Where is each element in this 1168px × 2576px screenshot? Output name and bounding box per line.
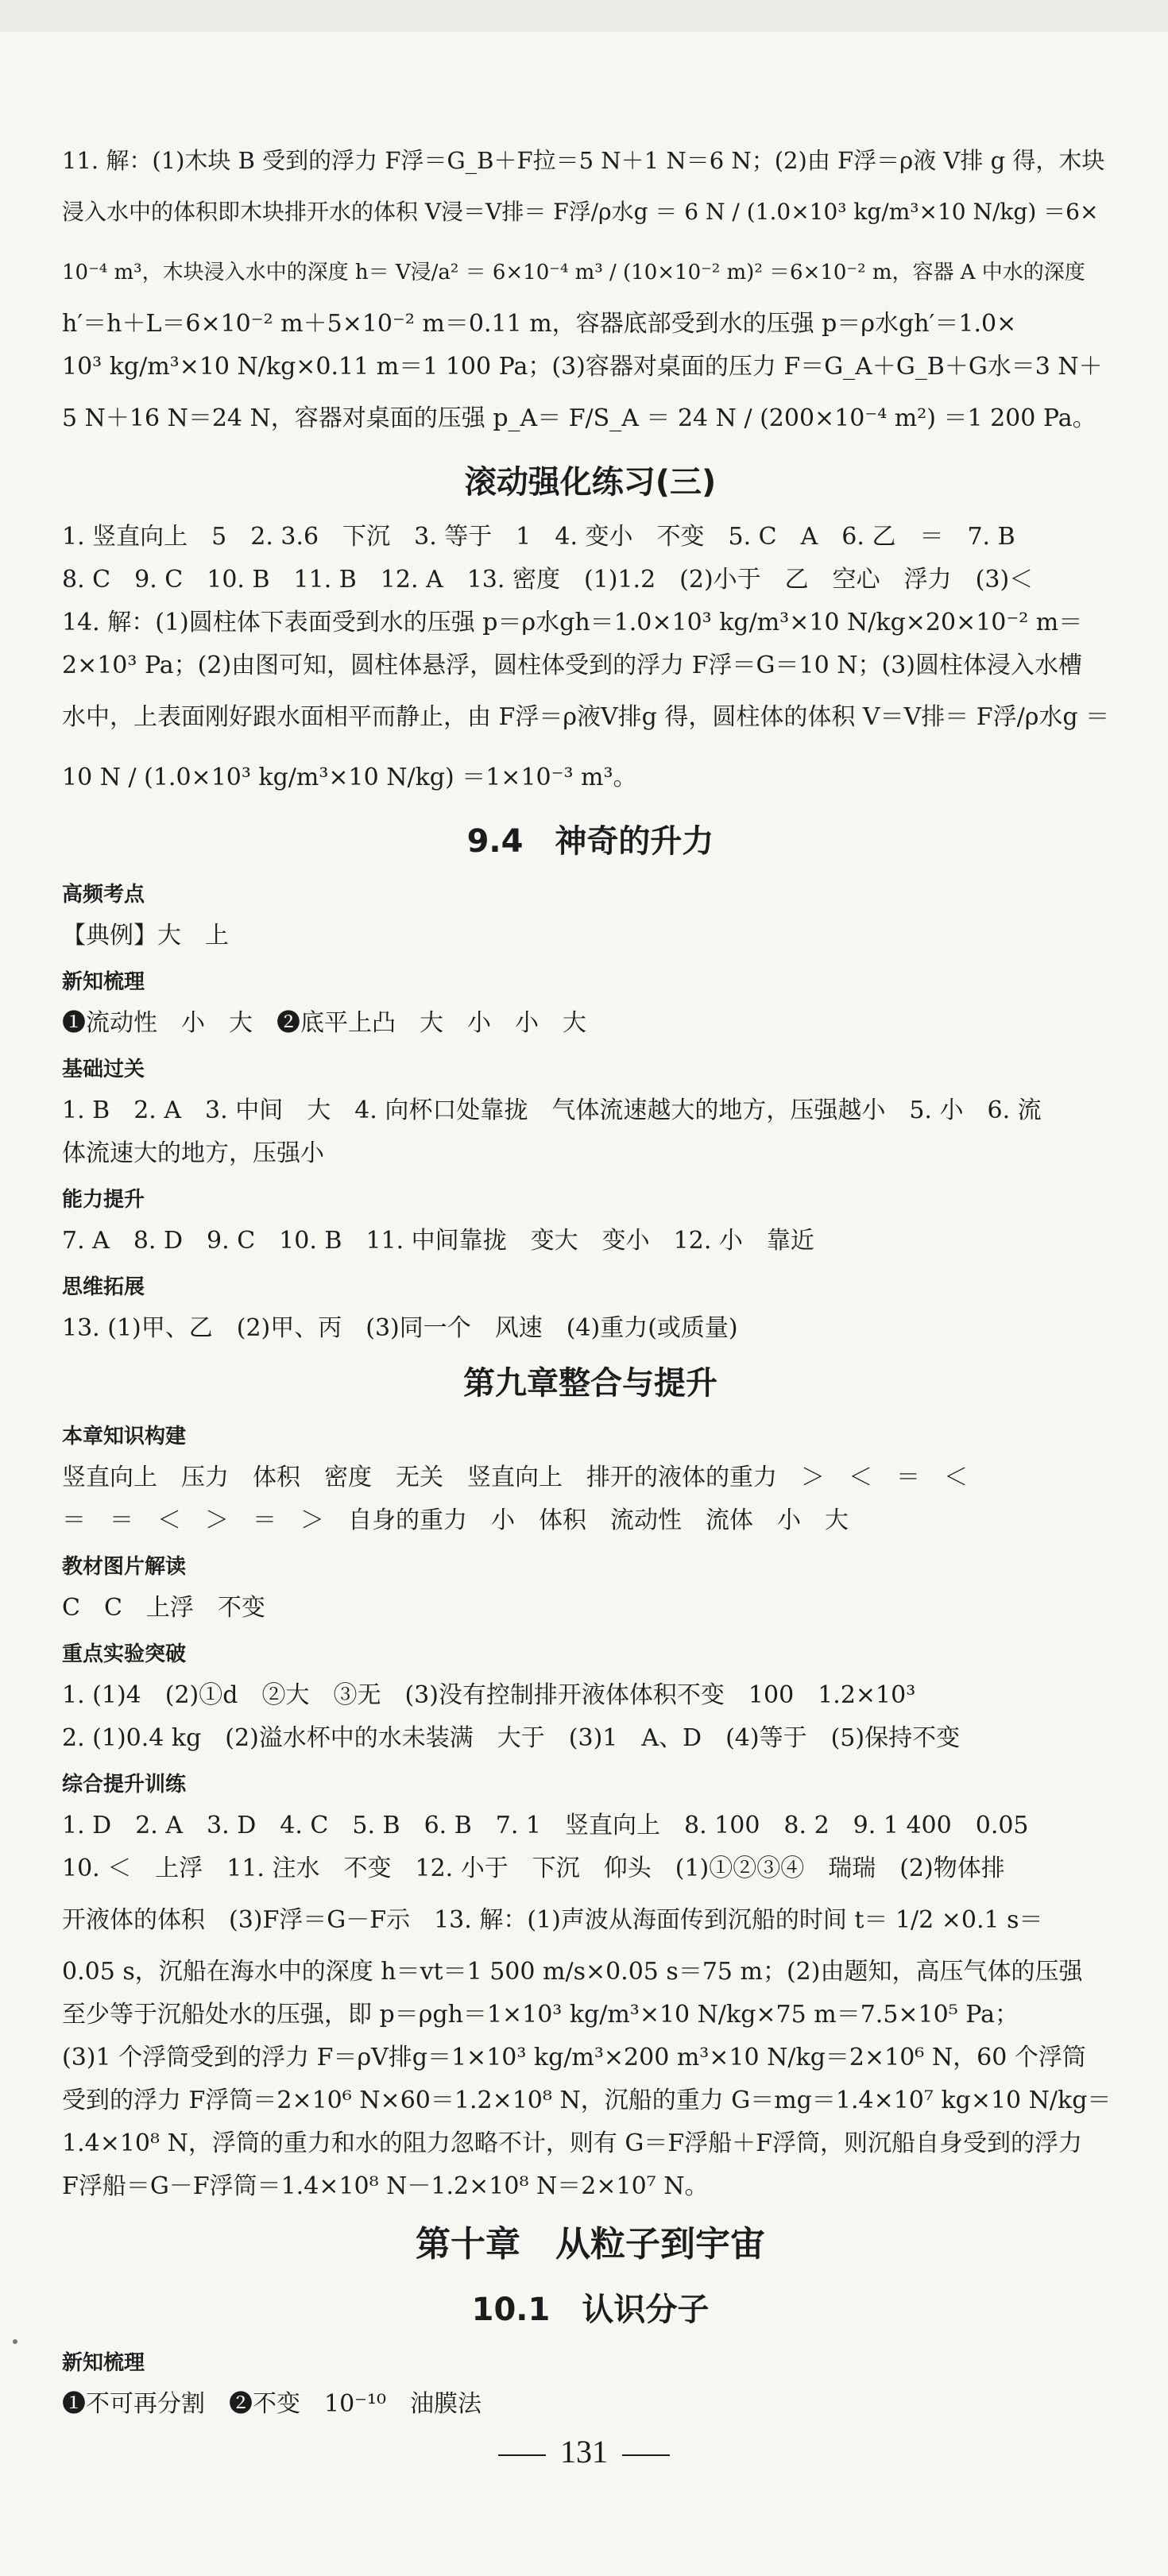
text-line: 体流速大的地方，压强小	[62, 1139, 324, 1167]
text-line: 10³ kg/m³×10 N/kg×0.11 m＝1 100 Pa；(3)容器对桌面的压力 F＝G_A＋G_B＋G水＝3 N＋	[62, 353, 1103, 381]
chapter-title: 第十章 从粒子到宇宙	[416, 2224, 765, 2265]
text-line: 竖直向上 压力 体积 密度 无关 竖直向上 排开的液体的重力 ＞ ＜ ＝ ＜	[62, 1464, 968, 1491]
text-line: 0.05 s，沉船在海水中的深度 h＝vt＝1 500 m/s×0.05 s＝75 m；(2)由题知，高压气体的压强	[62, 1958, 1083, 1986]
text-line: 10 N / (1.0×10³ kg/m³×10 N/kg) ＝1×10⁻³ m³。	[62, 764, 637, 791]
text-line: 受到的浮力 F浮筒＝2×10⁶ N×60＝1.2×10⁸ N，沉船的重力 G＝mg＝1.4×10⁷ kg×10 N/kg＝	[62, 2087, 1112, 2114]
page-number-dash	[498, 2454, 546, 2456]
text-line: 浸入水中的体积即木块排开水的体积 V浸＝V排＝ F浮/ρ水g ＝ 6 N / (1.0×10³ kg/m³×10 N/kg) ＝6×	[62, 199, 1099, 225]
text-line: 2. (1)0.4 kg (2)溢水杯中的水未装满 大于 (3)1 A、D (4)等于 (5)保持不变	[62, 1724, 961, 1752]
subsection-heading: 能力提升	[62, 1188, 145, 1212]
text-line: F浮船＝G－F浮筒＝1.4×10⁸ N－1.2×10⁸ N＝2×10⁷ N。	[62, 2172, 709, 2200]
page-number	[0, 2433, 1168, 2470]
text-line: 14. 解：(1)圆柱体下表面受到水的压强 p＝ρ水gh＝1.0×10³ kg/m³×10 N/kg×20×10⁻² m＝	[62, 609, 1083, 636]
text-line: 13. (1)甲、乙 (2)甲、丙 (3)同一个 风速 (4)重力(或质量)	[62, 1314, 738, 1342]
text-line: 1. 竖直向上 5 2. 3.6 下沉 3. 等于 1 4. 变小 不变 5. C A 6. 乙 ＝ 7. B	[62, 523, 1015, 551]
subsection-heading: 思维拓展	[62, 1275, 145, 1299]
text-line: 1. D 2. A 3. D 4. C 5. B 6. B 7. 1 竖直向上 8. 100 8. 2 9. 1 400 0.05	[62, 1812, 1029, 1839]
subsection-heading: 本章知识构建	[62, 1425, 187, 1449]
text-line: 开液体的体积 (3)F浮＝G－F示 13. 解：(1)声波从海面传到沉船的时间 t＝ 1/2 ×0.1 s＝	[62, 1906, 1043, 1934]
text-line: 10. ＜ 上浮 11. 注水 不变 12. 小于 下沉 仰头 (1)①②③④ 瑞瑞 (2)物体排	[62, 1855, 1005, 1882]
q11-solution	[62, 139, 1119, 449]
text-line: 11. 解：(1)木块 B 受到的浮力 F浮＝G_B＋F拉＝5 N＋1 N＝6 N；(2)由 F浮＝ρ液 V排 g 得，木块	[62, 147, 1105, 174]
subsection-heading: 基础过关	[62, 1058, 145, 1081]
text-line: 【典例】大 上	[62, 922, 229, 950]
subsection-heading: 新知梳理	[62, 970, 145, 994]
section-body	[62, 1417, 1119, 2208]
text-line: 5 N＋16 N＝24 N，容器对桌面的压强 p_A＝ F/S_A ＝ 24 N / (200×10⁻⁴ m²) ＝1 200 Pa。	[62, 404, 1096, 432]
subsection-heading: 新知梳理	[62, 2351, 145, 2375]
section-body	[62, 516, 1119, 808]
margin-dot	[13, 2339, 17, 2344]
text-line: 1. (1)4 (2)①d ②大 ③无 (3)没有控制排开液体体积不变 100 1.2×10³	[62, 1681, 916, 1709]
section-title: 10.1 认识分子	[471, 2292, 710, 2328]
subsection-heading: 综合提升训练	[62, 1773, 187, 1797]
subsection-heading: 教材图片解读	[62, 1555, 187, 1579]
page-number-text: 131	[560, 2434, 608, 2470]
text-line: ❶流动性 小 大 ❷底平上凸 大 小 小 大	[62, 1009, 586, 1037]
scan-top-band	[0, 0, 1168, 32]
section-title: 9.4 神奇的升力	[466, 823, 714, 860]
text-line: 7. A 8. D 9. C 10. B 11. 中间靠拢 变大 变小 12. 小 靠近	[62, 1227, 814, 1255]
answer-page	[62, 139, 1119, 2426]
text-line: C C 上浮 不变	[62, 1594, 265, 1622]
text-line: 1. B 2. A 3. 中间 大 4. 向杯口处靠拢 气体流速越大的地方，压强越小 5. 小 6. 流	[62, 1097, 1042, 1124]
section-title: 第九章整合与提升	[463, 1365, 717, 1402]
text-line: 1.4×10⁸ N，浮筒的重力和水的阻力忽略不计，则有 G＝F浮船＋F浮筒，则沉船自身受到的浮力	[62, 2129, 1082, 2157]
text-line: h′＝h＋L＝6×10⁻² m＋5×10⁻² m＝0.11 m，容器底部受到水的压强 p＝ρ水gh′＝1.0×	[62, 310, 1017, 338]
text-line: ❶不可再分割 ❷不变 10⁻¹⁰ 油膜法	[62, 2390, 482, 2418]
subsection-heading: 高频考点	[62, 883, 145, 907]
section-body	[62, 875, 1119, 1350]
text-line: 水中，上表面刚好跟水面相平而静止，由 F浮＝ρ液V排g 得，圆柱体的体积 V＝V排＝ F浮/ρ水g ＝	[62, 703, 1110, 731]
page-number-dash	[622, 2454, 670, 2456]
text-line: ＝ ＝ ＜ ＞ ＝ ＞ 自身的重力 小 体积 流动性 流体 小 大	[62, 1507, 849, 1534]
section-title: 滚动强化练习(三)	[464, 464, 717, 501]
text-line: 10⁻⁴ m³，木块浸入水中的深度 h＝ V浸/a² ＝ 6×10⁻⁴ m³ / (10×10⁻² m)² ＝6×10⁻² m，容器 A 中水的深度	[62, 261, 1085, 284]
text-line: 8. C 9. C 10. B 11. B 12. A 13. 密度 (1)1.2 (2)小于 乙 空心 浮力 (3)＜	[62, 566, 1034, 594]
text-line: 2×10³ Pa；(2)由图可知，圆柱体悬浮，圆柱体受到的浮力 F浮＝G＝10 N；(3)圆柱体浸入水槽	[62, 652, 1082, 679]
text-line: 至少等于沉船处水的压强，即 p＝ρgh＝1×10³ kg/m³×10 N/kg×75 m＝7.5×10⁵ Pa；	[62, 2001, 1019, 2029]
section-body	[62, 2343, 1119, 2426]
text-line: (3)1 个浮筒受到的浮力 F＝ρV排g＝1×10³ kg/m³×200 m³×10 N/kg＝2×10⁶ N，60 个浮筒	[62, 2044, 1086, 2071]
subsection-heading: 重点实验突破	[62, 1642, 187, 1666]
